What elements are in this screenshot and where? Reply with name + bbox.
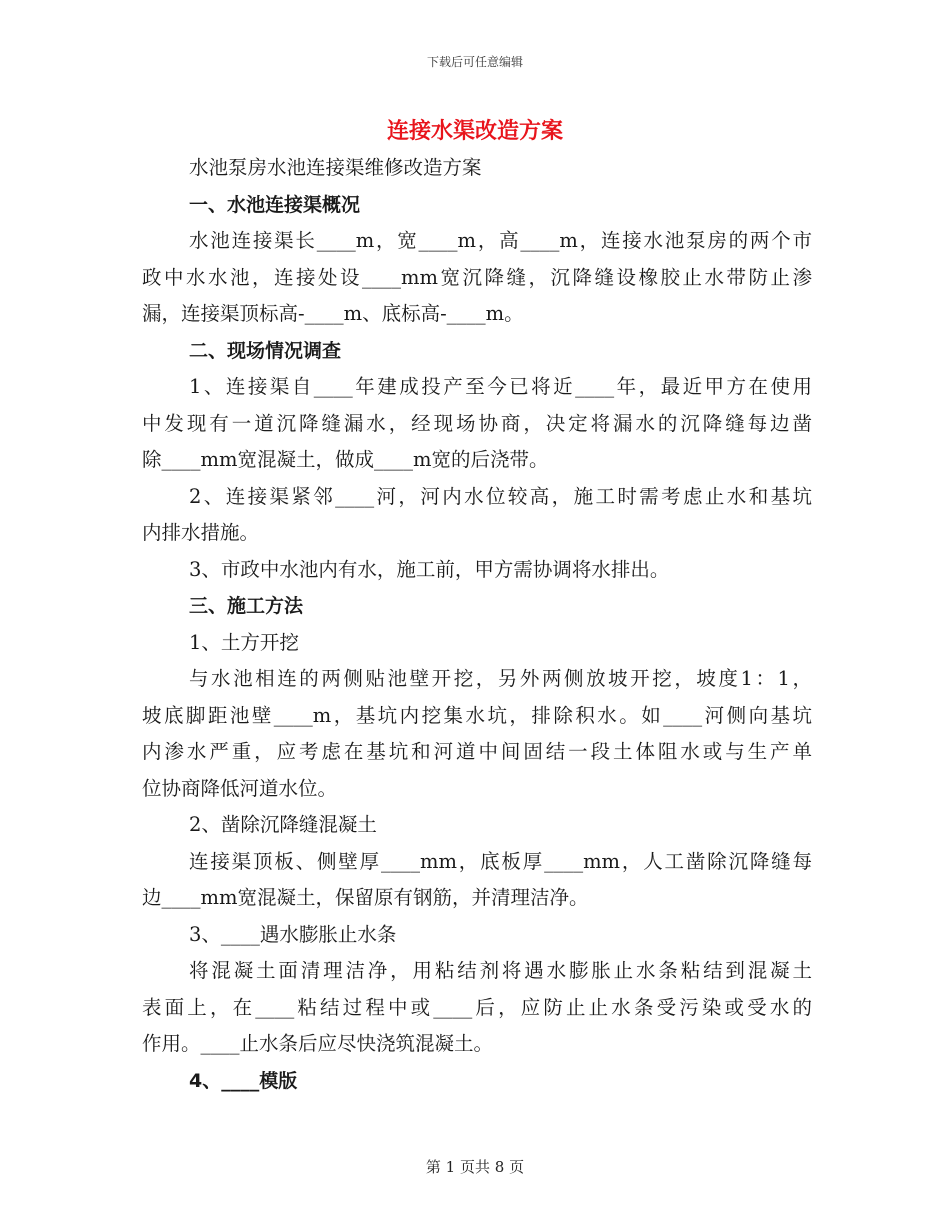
paragraph-line: 除____mm宽混凝土，做成____m宽的后浇带。 [142, 448, 549, 471]
paragraph-line: 政中水水池，连接处设____mm宽沉降缝，沉降缝设橡胶止水带防止渗 [142, 265, 812, 289]
paragraph-line: 2、连接渠紧邻____河，河内水位较高，施工时需考虑止水和基坑 [189, 484, 812, 508]
paragraph-line: 与水池相连的两侧贴池壁开挖，另外两侧放坡开挖，坡度1：1， [189, 667, 812, 690]
section-heading: 4、____模版 [189, 1069, 298, 1092]
page-footer: 第 1 页共 8 页 [425, 1158, 525, 1176]
section-heading: 三、施工方法 [189, 595, 304, 617]
paragraph-line: 边____mm宽混凝土，保留原有钢筋，并清理洁净。 [142, 886, 589, 909]
paragraph-line: 内排水措施。 [142, 521, 260, 544]
page-header: 下载后可任意编辑 [426, 55, 523, 69]
paragraph-line: 连接渠顶板、侧壁厚____mm，底板厚____mm，人工凿除沉降缝每 [189, 849, 812, 873]
document-title: 连接水渠改造方案 [386, 119, 563, 144]
paragraph-line: 表面上，在____粘结过程中或____后，应防止止水条受污染或受水的 [142, 995, 812, 1019]
section-heading: 二、现场情况调查 [189, 339, 342, 362]
paragraph-line: 作用。____止水条后应尽快浇筑混凝土。 [142, 1032, 494, 1055]
paragraph-line: 水池泵房水池连接渠维修改造方案 [189, 156, 482, 179]
paragraph-line: 坡底脚距池壁____m，基坑内挖集水坑，排除积水。如____河侧向基坑 [142, 703, 812, 727]
section-heading: 一、水池连接渠概况 [189, 193, 361, 216]
paragraph-line: 3、____遇水膨胀止水条 [189, 922, 397, 946]
paragraph-line: 3、市政中水池内有水，施工前，甲方需协调将水排出。 [189, 557, 670, 581]
paragraph-line: 水池连接渠长____m，宽____m，高____m，连接水池泵房的两个市 [189, 229, 812, 252]
paragraph-line: 内渗水严重，应考虑在基坑和河道中间固结一段土体阻水或与生产单 [142, 740, 812, 763]
paragraph-line: 漏，连接渠顶标高-____m、底标高-____m。 [142, 302, 524, 325]
paragraph-line: 1、土方开挖 [189, 630, 299, 654]
paragraph-line: 将混凝土面清理洁净，用粘结剂将遇水膨胀止水条粘结到混凝土 [189, 959, 812, 982]
paragraph-line: 1、连接渠自____年建成投产至今已将近____年，最近甲方在使用 [189, 375, 812, 398]
document-body [142, 150, 812, 1099]
paragraph-line: 2、凿除沉降缝混凝土 [189, 813, 377, 836]
paragraph-line: 位协商降低河道水位。 [142, 776, 338, 800]
paragraph-line: 中发现有一道沉降缝漏水，经现场协商，决定将漏水的沉降缝每边凿 [142, 411, 812, 435]
